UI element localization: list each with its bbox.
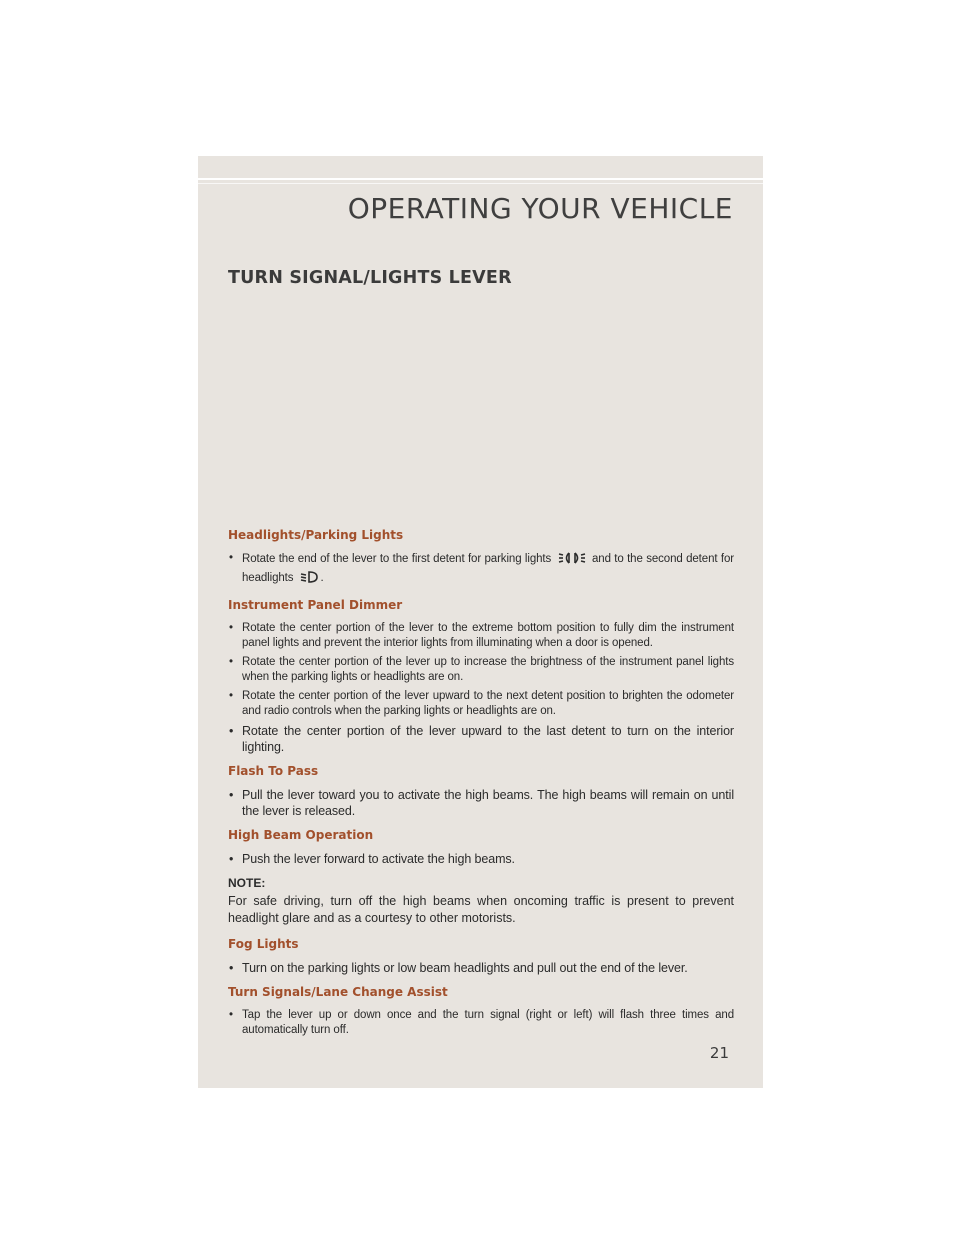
note-text: For safe driving, turn off the high beams when oncoming traffic is present to prevent headlight glare and as a courtesy to other motorists. bbox=[228, 894, 734, 925]
list-item bbox=[228, 621, 734, 651]
list-item-text: Pull the lever toward you to activate the high beams. The high beams will remain on until the lever is released. bbox=[242, 788, 734, 818]
subheading-instrument-panel-dimmer: Instrument Panel Dimmer bbox=[228, 598, 403, 612]
subheading-flash-to-pass: Flash To Pass bbox=[228, 764, 319, 778]
bullet: • bbox=[229, 1009, 233, 1021]
list-item bbox=[228, 960, 734, 976]
bullet: • bbox=[229, 690, 233, 702]
bullet: • bbox=[229, 788, 234, 802]
list-item-text: Rotate the center portion of the lever upward to the next detent position to brighten the odometer and radio controls when the parking lights or headlights are on. bbox=[242, 690, 734, 717]
bullet: • bbox=[229, 724, 234, 738]
list-item bbox=[228, 689, 734, 719]
list-item bbox=[228, 723, 734, 755]
list-item-text: Turn on the parking lights or low beam headlights and pull out the end of the lever. bbox=[242, 961, 688, 975]
subheading-headlights: Headlights/Parking Lights bbox=[228, 528, 404, 542]
bullet-list-flash-to-pass bbox=[228, 787, 734, 819]
note-label: NOTE: bbox=[228, 876, 266, 890]
subheading-high-beam-operation: High Beam Operation bbox=[228, 828, 374, 842]
bullet-list-headlights bbox=[228, 551, 734, 589]
headlights-icon bbox=[300, 570, 318, 589]
bullet-list-high-beam bbox=[228, 851, 734, 867]
header-rule-thin bbox=[198, 183, 763, 184]
bullet: • bbox=[229, 656, 233, 668]
list-item-text: Tap the lever up or down once and the turn signal (right or left) will flash three times and automatically turn off. bbox=[242, 1009, 734, 1036]
list-item-text: Rotate the center portion of the lever up to increase the brightness of the instrument panel lights when the parking lights or headlights are on. bbox=[242, 656, 734, 683]
bullet: • bbox=[229, 552, 233, 564]
list-item-text: . bbox=[320, 572, 324, 584]
bullet: • bbox=[229, 622, 233, 634]
bullet-list-fog-lights bbox=[228, 960, 734, 976]
list-item-text: Push the lever forward to activate the high beams. bbox=[242, 852, 515, 866]
list-item bbox=[228, 787, 734, 819]
list-item-text: Rotate the center portion of the lever to the extreme bottom position to fully dim the instrument panel lights and prevent the interior lights from illuminating when a door is opened. bbox=[242, 622, 734, 649]
list-item-text: Rotate the end of the lever to the first detent for parking lights bbox=[242, 553, 555, 565]
content bbox=[228, 528, 734, 1047]
list-item bbox=[228, 851, 734, 867]
list-item bbox=[228, 551, 734, 589]
manual-page bbox=[198, 156, 763, 1088]
list-item-text: and to the second detent for headlights bbox=[242, 553, 734, 584]
bullet-list-dimmer bbox=[228, 621, 734, 755]
page-number: 21 bbox=[709, 1044, 729, 1062]
list-item bbox=[228, 1008, 734, 1038]
bullet: • bbox=[229, 852, 234, 866]
list-item-text: Rotate the center portion of the lever upward to the last detent to turn on the interior lighting. bbox=[242, 724, 734, 754]
bullet-list-turn-signals bbox=[228, 1008, 734, 1038]
subheading-fog-lights: Fog Lights bbox=[228, 937, 299, 951]
bullet: • bbox=[229, 961, 234, 975]
list-item bbox=[228, 655, 734, 685]
section-header: OPERATING YOUR VEHICLE bbox=[347, 192, 733, 225]
header-rule bbox=[198, 178, 763, 180]
subheading-turn-signals: Turn Signals/Lane Change Assist bbox=[228, 985, 448, 999]
parking-lights-icon bbox=[558, 551, 586, 570]
page-title: TURN SIGNAL/LIGHTS LEVER bbox=[228, 268, 512, 288]
